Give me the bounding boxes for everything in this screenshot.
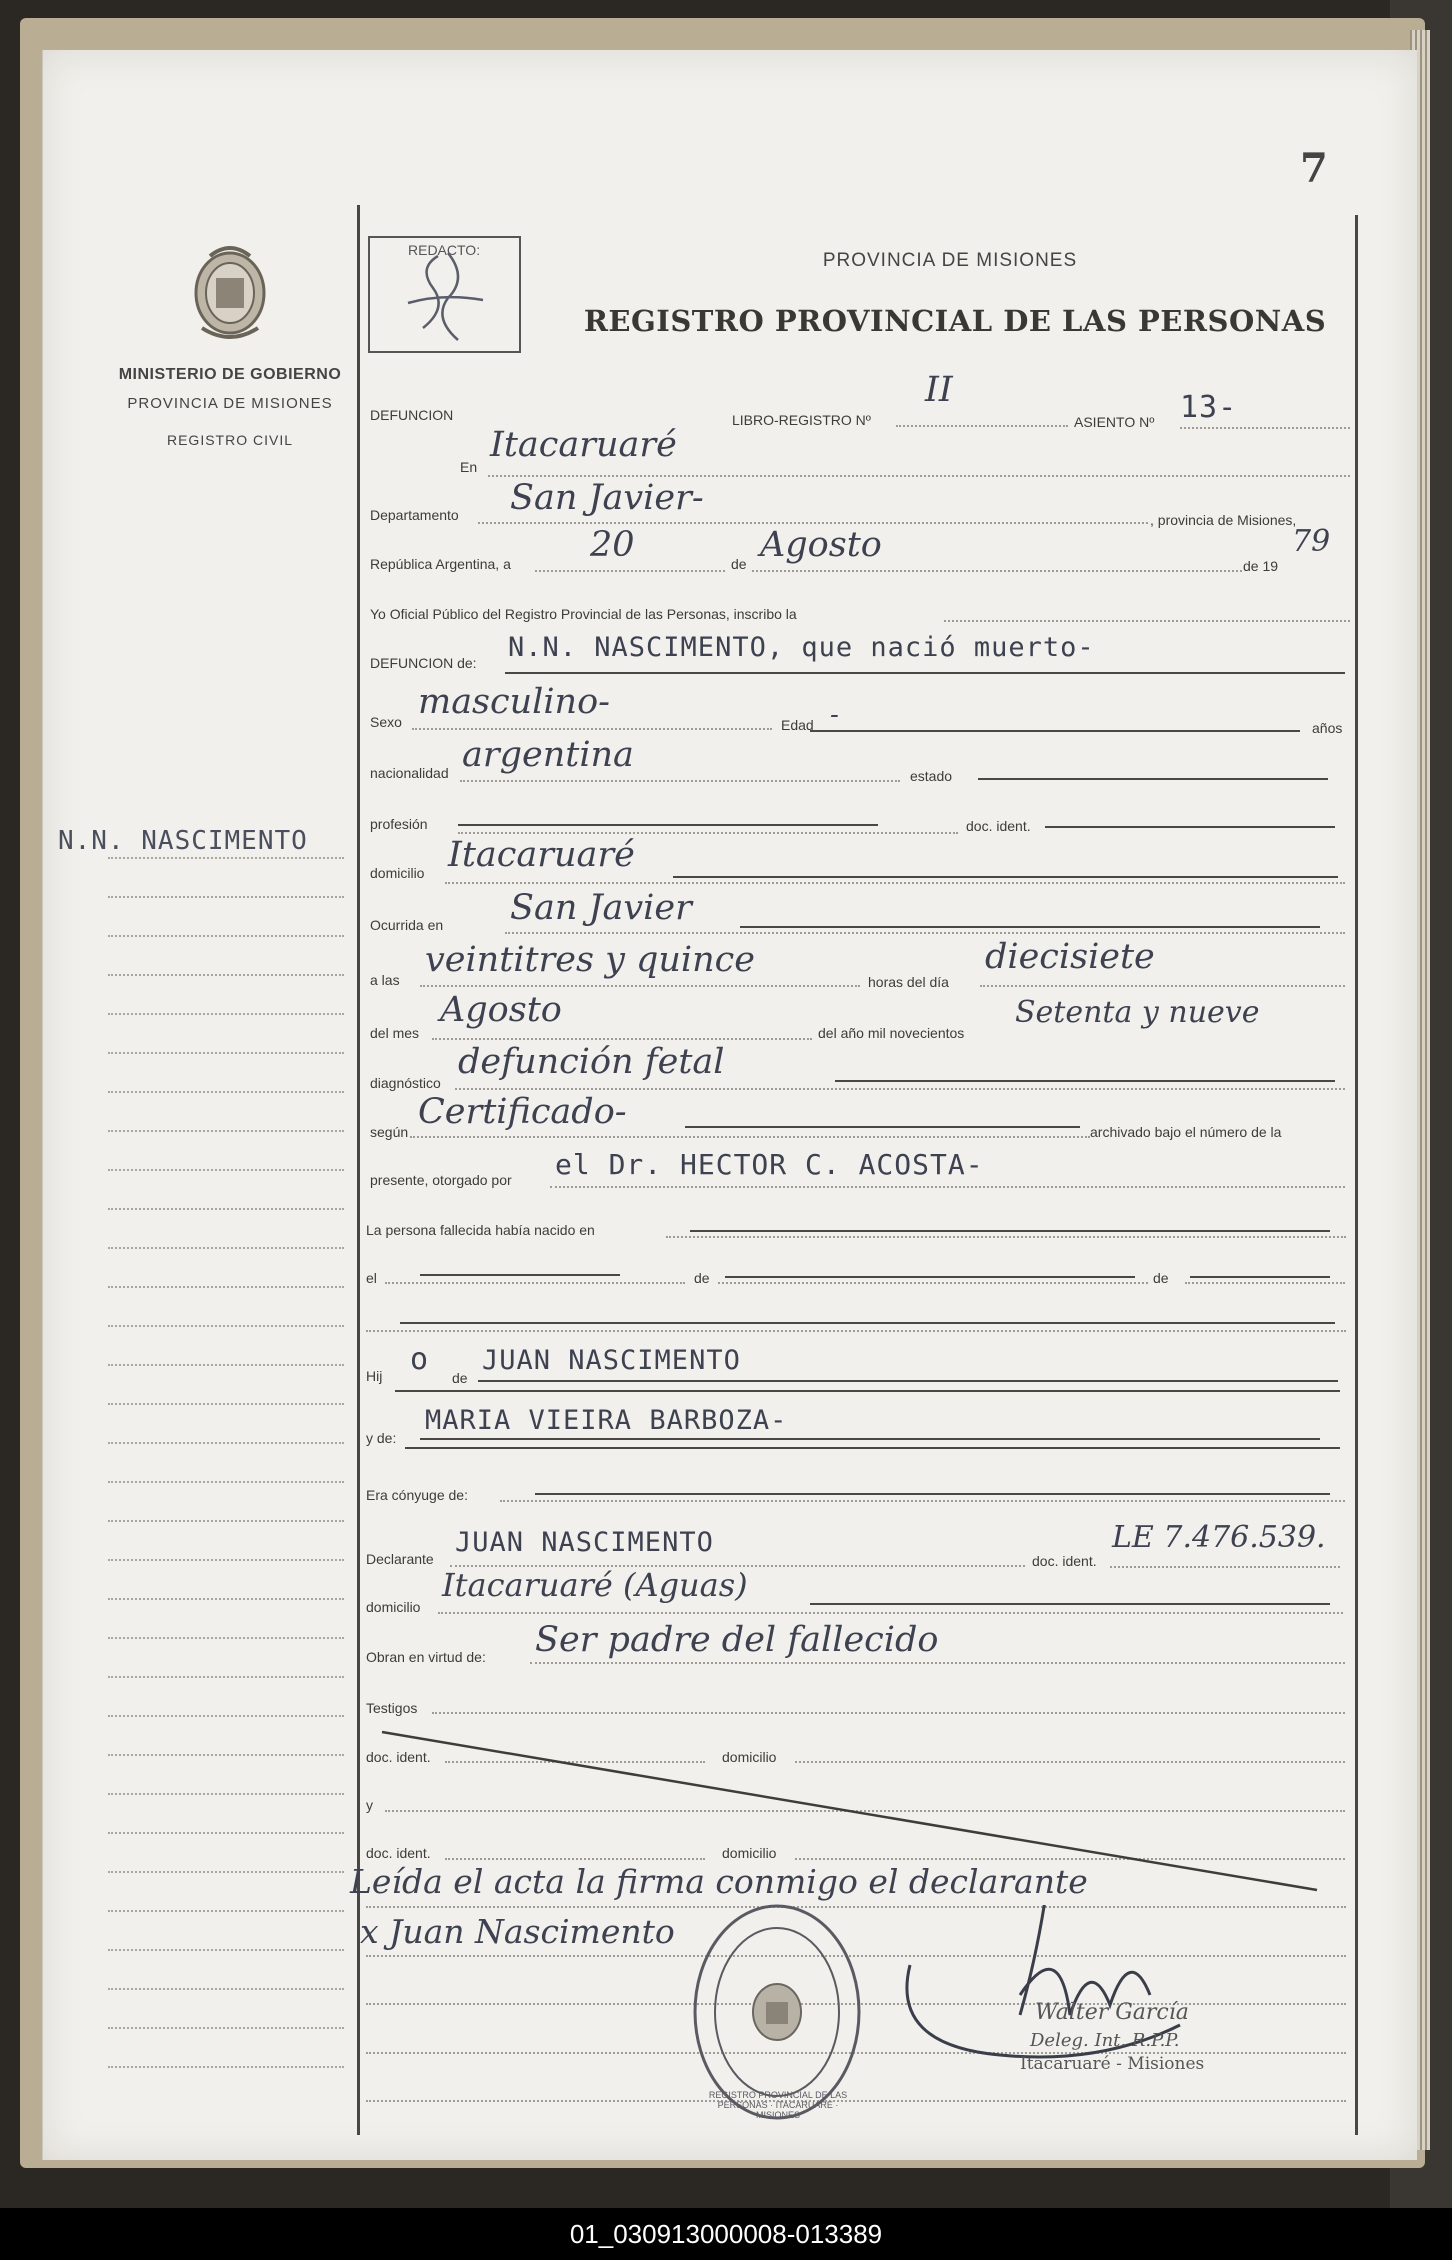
label-doc-ident-testigo2: doc. ident. [366, 1845, 431, 1861]
value-doc-declarante: LE 7.476.539. [1112, 1520, 1326, 1555]
signature-place: Itacaruaré - Misiones [1020, 2054, 1205, 2074]
page-number: 7 [1300, 145, 1328, 192]
value-anio-letras: Setenta y nueve [1015, 995, 1260, 1030]
value-diagnostico: defunción fetal [458, 1042, 725, 1082]
margin-line [108, 935, 344, 937]
label-de-hij: de [452, 1370, 468, 1386]
value-otorgado: el Dr. HECTOR C. ACOSTA- [555, 1148, 984, 1181]
label-domicilio-testigo2: domicilio [722, 1845, 777, 1861]
margin-note-name: N.N. NASCIMENTO [58, 826, 308, 856]
label-archivado: archivado bajo el número de la [1090, 1124, 1282, 1140]
margin-line [108, 1793, 344, 1795]
margin-line [108, 1481, 344, 1483]
margin-line [108, 1013, 344, 1015]
label-defuncion: DEFUNCION [370, 407, 454, 423]
value-horas: veintitres y quince [425, 940, 755, 980]
label-de-a: de [694, 1270, 710, 1286]
margin-line [108, 1403, 344, 1405]
margin-line [108, 1442, 344, 1444]
margin-line [108, 1559, 344, 1561]
label-domicilio-testigo1: domicilio [722, 1749, 777, 1765]
margin-line [108, 1676, 344, 1678]
value-obran: Ser padre del fallecido [535, 1620, 939, 1660]
value-mes: Agosto [760, 525, 882, 565]
label-profesion: profesión [370, 816, 428, 832]
label-declarante: Declarante [366, 1551, 434, 1567]
value-segun: Certificado- [418, 1092, 627, 1132]
value-madre: MARIA VIEIRA BARBOZA- [425, 1405, 788, 1436]
ministry-label: MINISTERIO DE GOBIERNO [118, 366, 342, 383]
label-el: el [366, 1270, 377, 1286]
margin-line [108, 2066, 344, 2068]
margin-line [108, 974, 344, 976]
label-ocurrida: Ocurrida en [370, 917, 444, 933]
column-divider [357, 205, 360, 2135]
value-nacionalidad: argentina [462, 735, 634, 775]
value-domicilio: Itacaruaré [448, 835, 635, 875]
margin-line [108, 1130, 344, 1132]
right-border [1355, 215, 1358, 2135]
value-dia-letras: diecisiete [985, 937, 1155, 977]
label-y: y [366, 1797, 373, 1813]
margin-line [108, 1637, 344, 1639]
margin-line [108, 896, 344, 898]
value-defuncion-de: N.N. NASCIMENTO, que nació muerto- [508, 632, 1095, 663]
margin-line [108, 1325, 344, 1327]
label-diagnostico: diagnóstico [370, 1075, 441, 1091]
margin-line [108, 1091, 344, 1093]
label-doc-ident-declarante: doc. ident. [1032, 1553, 1097, 1569]
margin-line [108, 1052, 344, 1054]
label-republica: República Argentina, a [370, 556, 511, 572]
margin-line [108, 1832, 344, 1834]
value-padre: JUAN NASCIMENTO [482, 1345, 741, 1376]
header-province: PROVINCIA DE MISIONES [822, 250, 1078, 271]
value-sexo: masculino- [418, 682, 610, 722]
value-mes-letras: Agosto [440, 990, 562, 1030]
value-dia: 20 [590, 525, 635, 565]
value-edad: - [830, 700, 839, 730]
label-oficial: Yo Oficial Público del Registro Provincial de las Personas, inscribo la [370, 606, 797, 622]
label-testigos: Testigos [366, 1700, 418, 1716]
label-hij: Hij [366, 1368, 383, 1384]
label-asiento: ASIENTO Nº [1074, 414, 1155, 430]
label-nacido-en: La persona fallecida había nacido en [366, 1222, 595, 1238]
margin-line [108, 1247, 344, 1249]
margin-line [108, 1910, 344, 1912]
value-leida-acta: Leída el acta la firma conmigo el declarante [350, 1862, 1088, 1901]
margin-line [108, 2027, 344, 2029]
label-libro: LIBRO-REGISTRO Nº [732, 412, 871, 428]
label-a-las: a las [370, 972, 400, 988]
value-anio: 79 [1292, 524, 1331, 559]
value-libro: II [925, 370, 953, 410]
stamp-text: REGISTRO PROVINCIAL DE LAS PERSONAS · ITACARUARE · MISIONES [708, 2090, 848, 2120]
margin-line [108, 1871, 344, 1873]
label-edad: Edad [781, 717, 814, 733]
margin-line [108, 1169, 344, 1171]
value-en: Itacaruaré [490, 425, 677, 465]
label-horas-dia: horas del día [868, 974, 949, 990]
margin-line [108, 1208, 344, 1210]
margin-line [108, 1364, 344, 1366]
value-ocurrida: San Javier [510, 888, 692, 928]
label-del-anio: del año mil novecientos [818, 1025, 965, 1041]
image-id-footer: 01_030913000008-013389 [0, 2208, 1452, 2260]
label-obran: Obran en virtud de: [366, 1649, 486, 1665]
label-provincia-misiones: , provincia de Misiones, [1150, 512, 1297, 528]
label-de19: de 19 [1243, 558, 1279, 574]
label-de-b: de [1153, 1270, 1169, 1286]
margin-line [108, 1598, 344, 1600]
label-domicilio-declarante: domicilio [366, 1599, 421, 1615]
value-asiento: 13- [1180, 390, 1238, 425]
label-anios: años [1312, 720, 1343, 736]
label-domicilio: domicilio [370, 865, 425, 881]
cancel-diagonal-line [372, 1720, 1322, 1920]
label-segun: según [370, 1124, 409, 1140]
margin-line [108, 1988, 344, 1990]
label-doc-ident: doc. ident. [966, 818, 1031, 834]
value-declarante: JUAN NASCIMENTO [455, 1527, 714, 1558]
margin-line [108, 1949, 344, 1951]
margin-line [108, 1715, 344, 1717]
label-defuncion-de: DEFUNCION de: [370, 655, 477, 671]
label-conyuge: Era cónyuge de: [366, 1487, 468, 1503]
label-estado: estado [910, 768, 953, 784]
signature-role: Deleg. Int. R.P.P. [1030, 2030, 1180, 2051]
label-y-de: y de: [366, 1430, 397, 1446]
page-left-edge [42, 50, 43, 2160]
label-doc-ident-testigo1: doc. ident. [366, 1749, 431, 1765]
value-domicilio-declarante: Itacaruaré (Aguas) [442, 1566, 748, 1604]
label-del-mes: del mes [370, 1025, 420, 1041]
signature-name: Walter García [1035, 2000, 1189, 2025]
value-hij-suffix: o [410, 1342, 430, 1377]
margin-line [108, 857, 344, 859]
coat-of-arms-icon [180, 238, 280, 348]
label-presente: presente, otorgado por [370, 1172, 512, 1188]
value-departamento: San Javier- [510, 478, 704, 518]
initials-signature [378, 248, 508, 348]
value-firma-declarante: x Juan Nascimento [360, 1912, 675, 1951]
registry-title: REGISTRO PROVINCIAL DE LAS PERSONAS [583, 304, 1327, 338]
margin-line [108, 1286, 344, 1288]
redacto-label: REDACTO: [408, 242, 481, 258]
label-de: de [731, 556, 747, 572]
margin-line [108, 1520, 344, 1522]
label-en: En [460, 459, 478, 475]
margin-line [108, 1754, 344, 1756]
label-nacionalidad: nacionalidad [370, 765, 449, 781]
registry-label: REGISTRO CIVIL [166, 432, 294, 448]
label-sexo: Sexo [370, 714, 402, 730]
label-departamento: Departamento [370, 507, 459, 523]
province-label: PROVINCIA DE MISIONES [127, 395, 333, 412]
